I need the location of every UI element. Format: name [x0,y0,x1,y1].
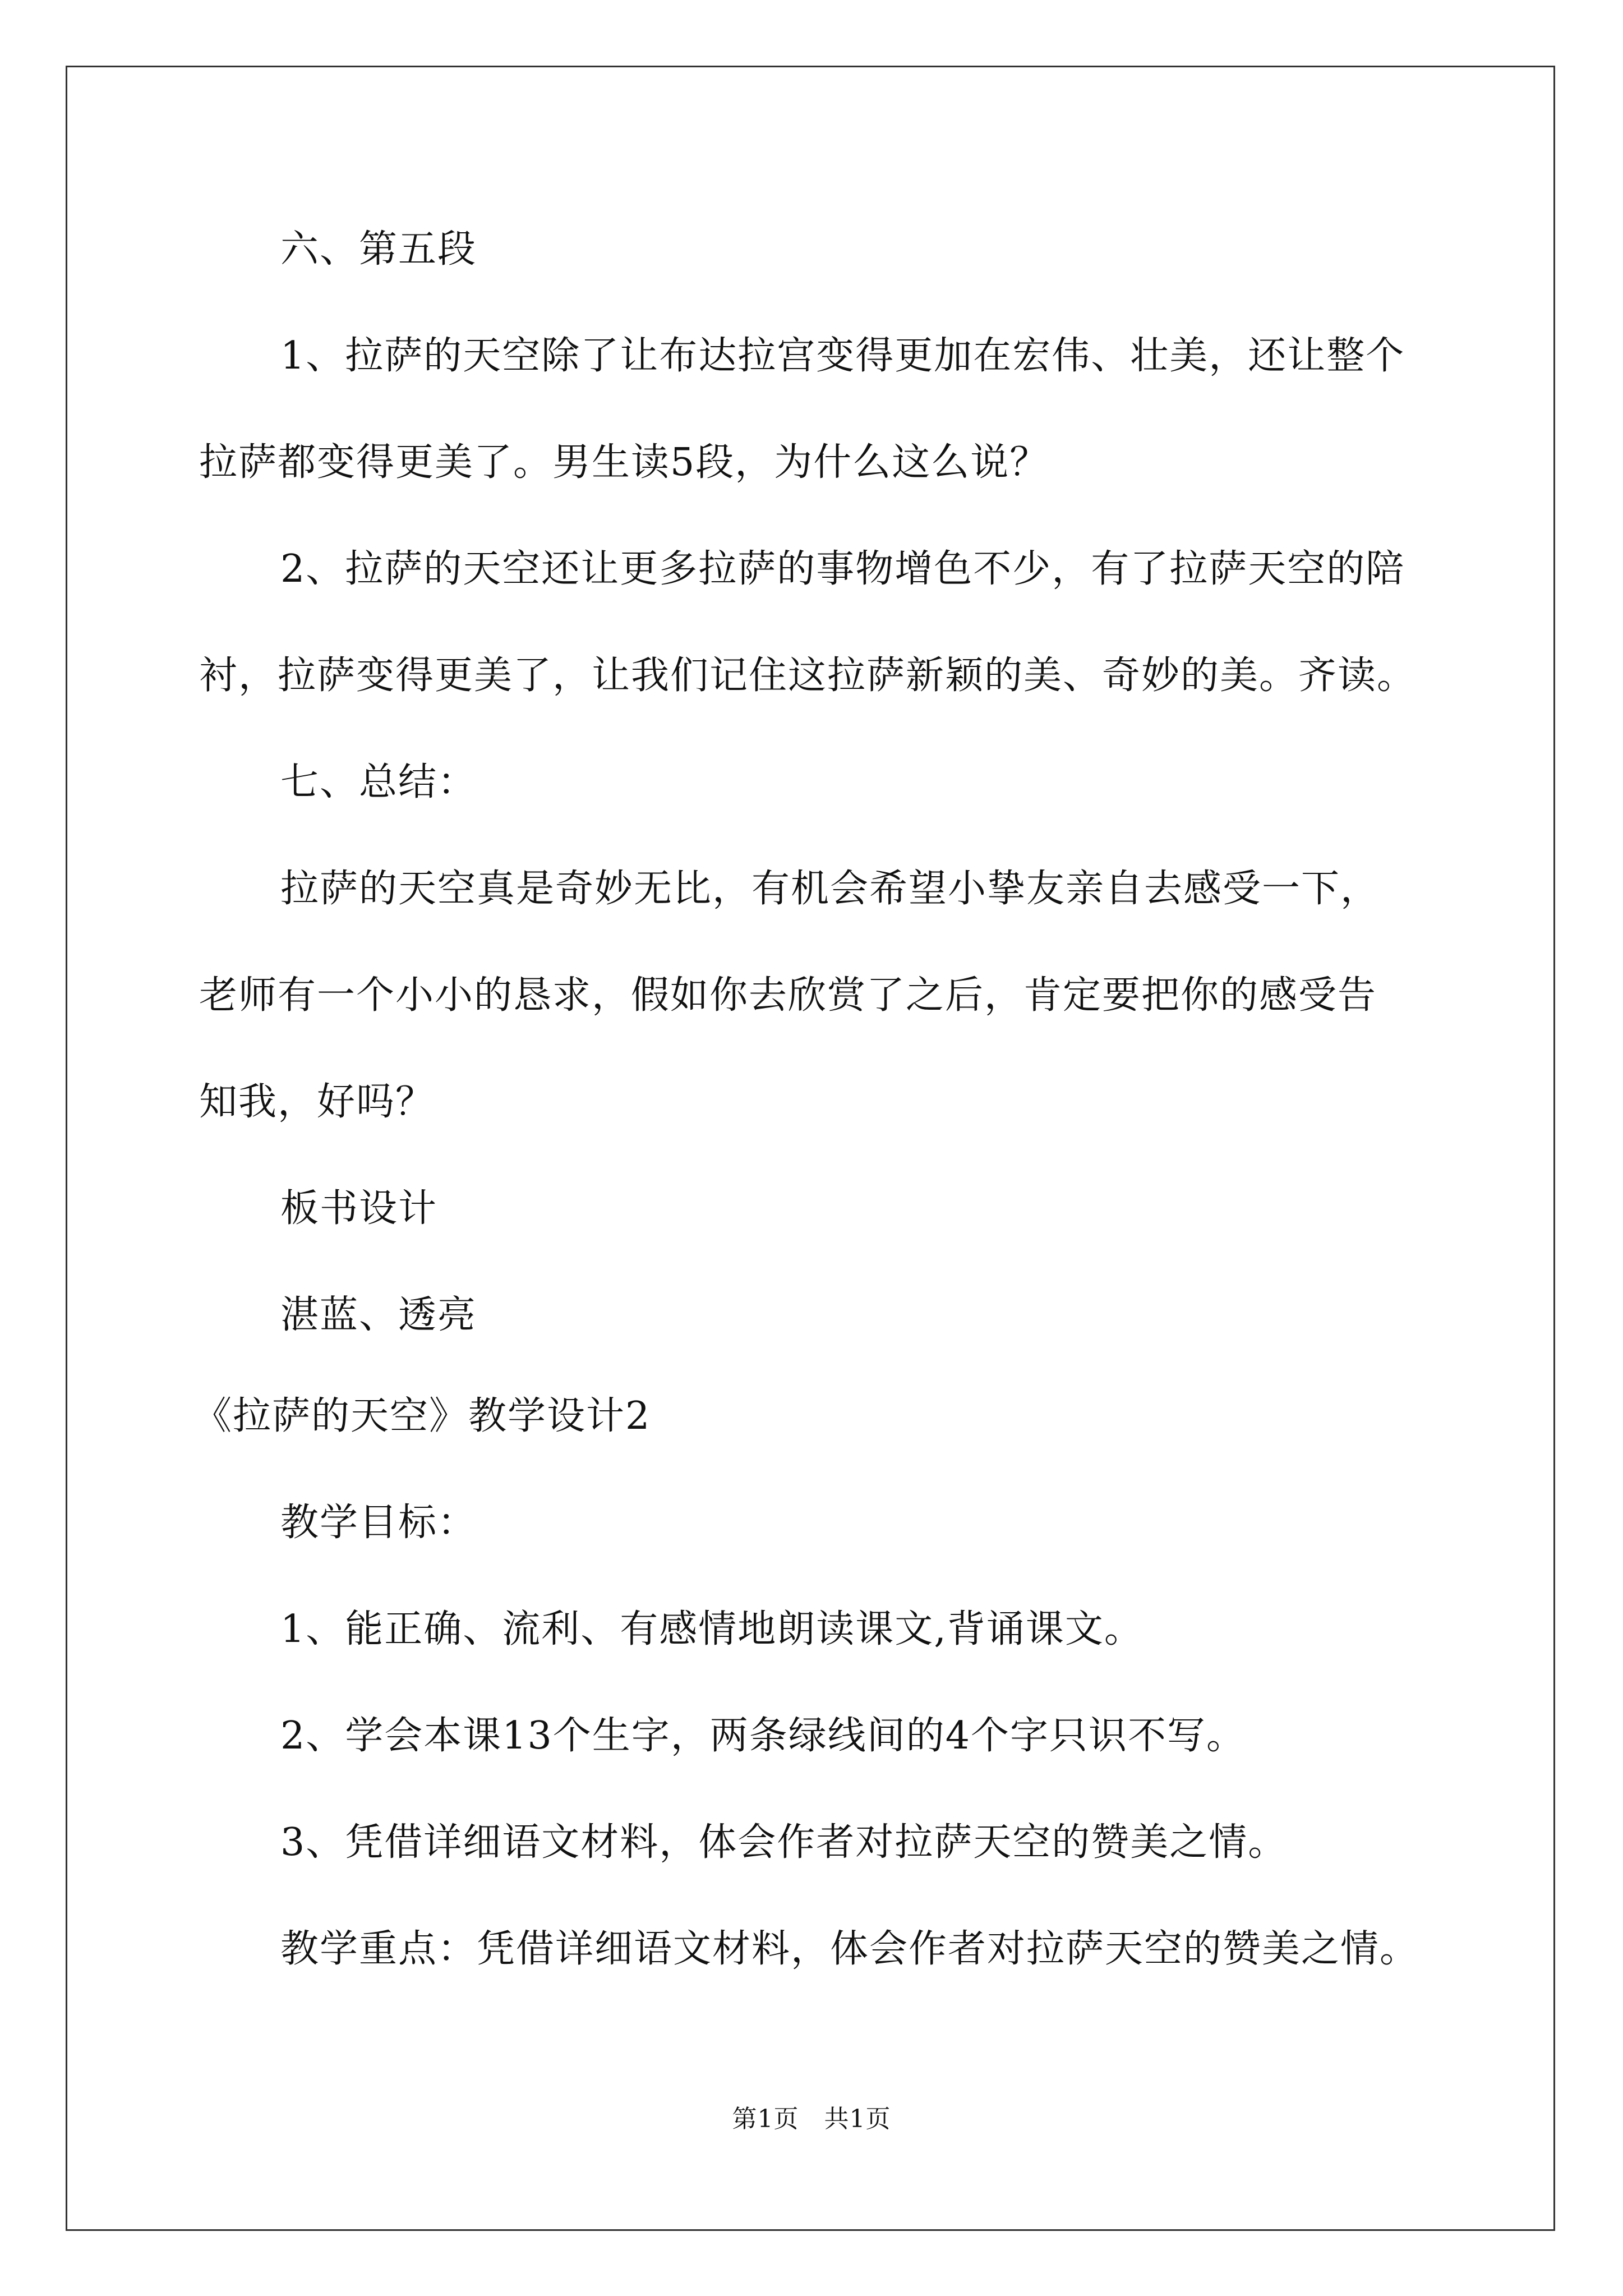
board-design-content: 湛蓝、透亮 [280,1293,477,1337]
paragraph-line: 1、拉萨的天空除了让布达拉宫变得更加在宏伟、壮美，还让整个 [280,334,1405,378]
teaching-goals-heading: 教学目标： [280,1501,477,1545]
goal-item: 2、学会本课13个生字，两条绿线间的4个字只识不写。 [280,1714,1246,1758]
paragraph-line: 2、拉萨的天空还让更多拉萨的事物增色不少，有了拉萨天空的陪 [280,547,1405,591]
board-design-heading: 板书设计 [280,1186,438,1231]
paragraph-line: 知我，好吗？ [199,1080,435,1124]
paragraph-line: 老师有一个小小的恳求，假如你去欣赏了之后，肯定要把你的感受告 [199,973,1377,1018]
page-border [66,66,1555,2231]
teaching-focus: 教学重点：凭借详细语文材料，体会作者对拉萨天空的赞美之情。 [280,1927,1419,1971]
paragraph-line: 拉萨的天空真是奇妙无比，有机会希望小挚友亲自去感受一下， [280,867,1380,911]
goal-item: 3、凭借详细语文材料，体会作者对拉萨天空的赞美之情。 [280,1820,1288,1865]
section-heading-6: 六、第五段 [280,227,477,272]
goal-item: 1、能正确、流利、有感情地朗读课文,背诵课文。 [280,1607,1144,1651]
page-footer: 第1页 共1页 [732,2105,891,2133]
document-title: 《拉萨的天空》教学设计2 [193,1394,651,1438]
paragraph-line: 拉萨都变得更美了。男生读5段，为什么这么说？ [199,440,1049,485]
section-heading-7: 七、总结： [280,760,477,804]
paragraph-line: 衬，拉萨变得更美了，让我们记住这拉萨新颖的美、奇妙的美。齐读。 [199,654,1417,698]
